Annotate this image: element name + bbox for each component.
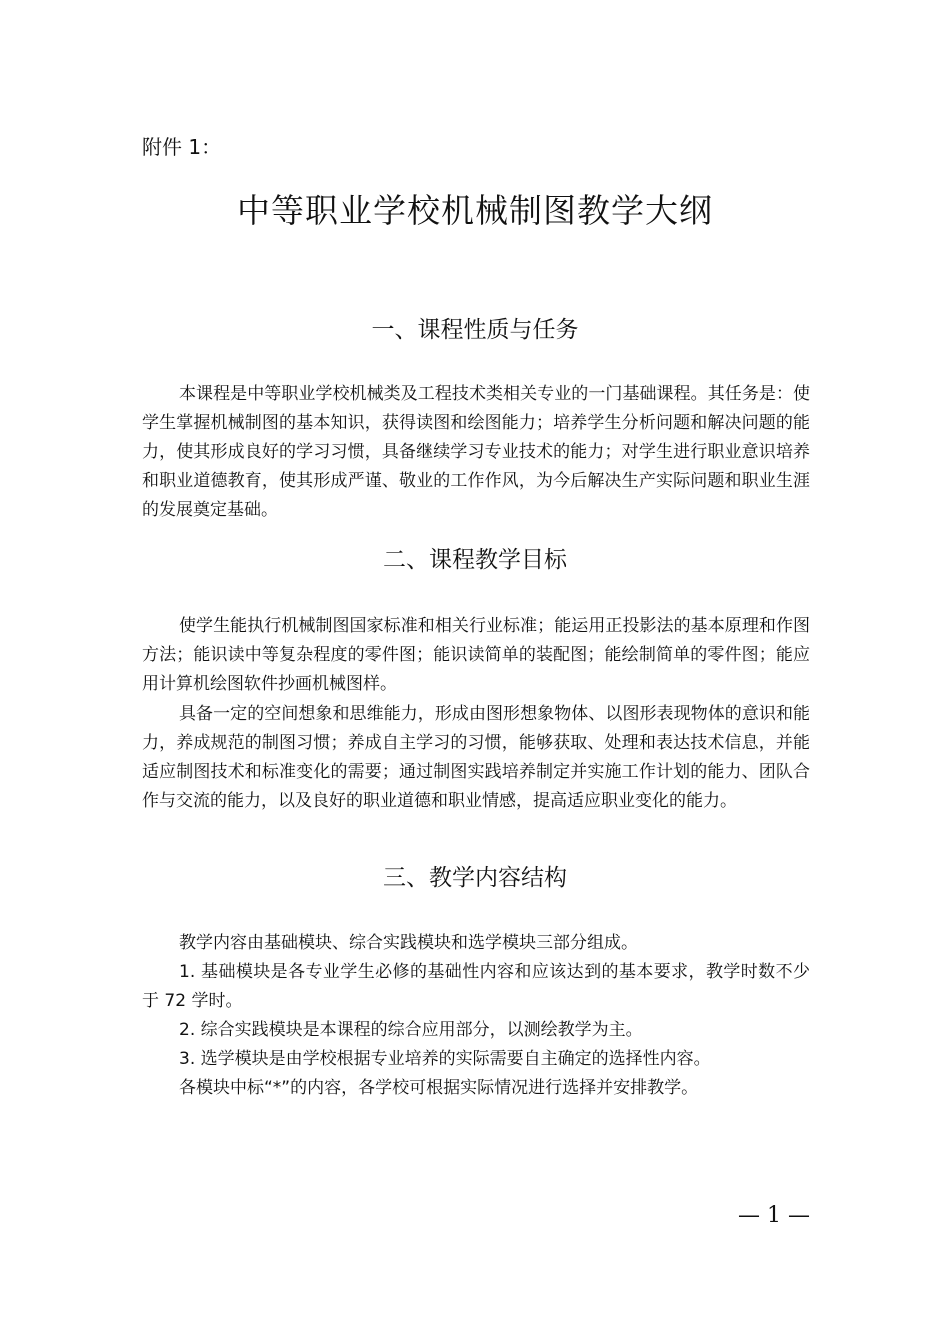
page-number: — 1 — [738, 1203, 810, 1228]
paragraph-objectives-2: 具备一定的空间想象和思维能力，形成由图形想象物体、以图形表现物体的意识和能力，养成规范的制图习惯；养成自主学习的习惯，能够获取、处理和表达技术信息，并能适应制图技术和标准变化的需要；通过制图实践培养制定并实施工作计划的能力、团队合作与交流的能力，以及良好的职业道德和职业情感，提高适应职业变化的能力。 [142, 704, 810, 811]
paragraph-content-item-3: 3. 选学模块是由学校根据专业培养的实际需要自主确定的选择性内容。 [179, 1049, 711, 1069]
document-title: 中等职业学校机械制图教学大纲 [237, 191, 713, 230]
paragraph-content-item-1: 1. 基础模块是各专业学生必修的基础性内容和应该达到的基本要求，教学时数不少于 72 学时。 [142, 962, 810, 1011]
paragraph-nature-task: 本课程是中等职业学校机械类及工程技术类相关专业的一门基础课程。其任务是：使学生掌握机械制图的基本知识，获得读图和绘图能力；培养学生分析问题和解决问题的能力，使其形成良好的学习习惯，具备继续学习专业技术的能力；对学生进行职业意识培养和职业道德教育，使其形成严谨、敬业的工作作风，为今后解决生产实际问题和职业生涯的发展奠定基础。 [142, 384, 810, 520]
section-heading-objectives: 二、课程教学目标 [383, 547, 567, 573]
paragraph-content-note: 各模块中标“*”的内容，各学校可根据实际情况进行选择并安排教学。 [179, 1078, 699, 1098]
paragraph-content-item-2: 2. 综合实践模块是本课程的综合应用部分，以测绘教学为主。 [179, 1020, 643, 1040]
section-heading-nature-task: 一、课程性质与任务 [371, 317, 579, 343]
attachment-label: 附件 1： [142, 135, 222, 159]
section-heading-content-structure: 三、教学内容结构 [383, 865, 567, 891]
paragraph-objectives-1: 使学生能执行机械制图国家标准和相关行业标准；能运用正投影法的基本原理和作图方法；能识读中等复杂程度的零件图；能识读简单的装配图；能绘制简单的零件图；能应用计算机绘图软件抄画机械图样。 [142, 616, 810, 694]
paragraph-content-intro: 教学内容由基础模块、综合实践模块和选学模块三部分组成。 [179, 933, 638, 953]
